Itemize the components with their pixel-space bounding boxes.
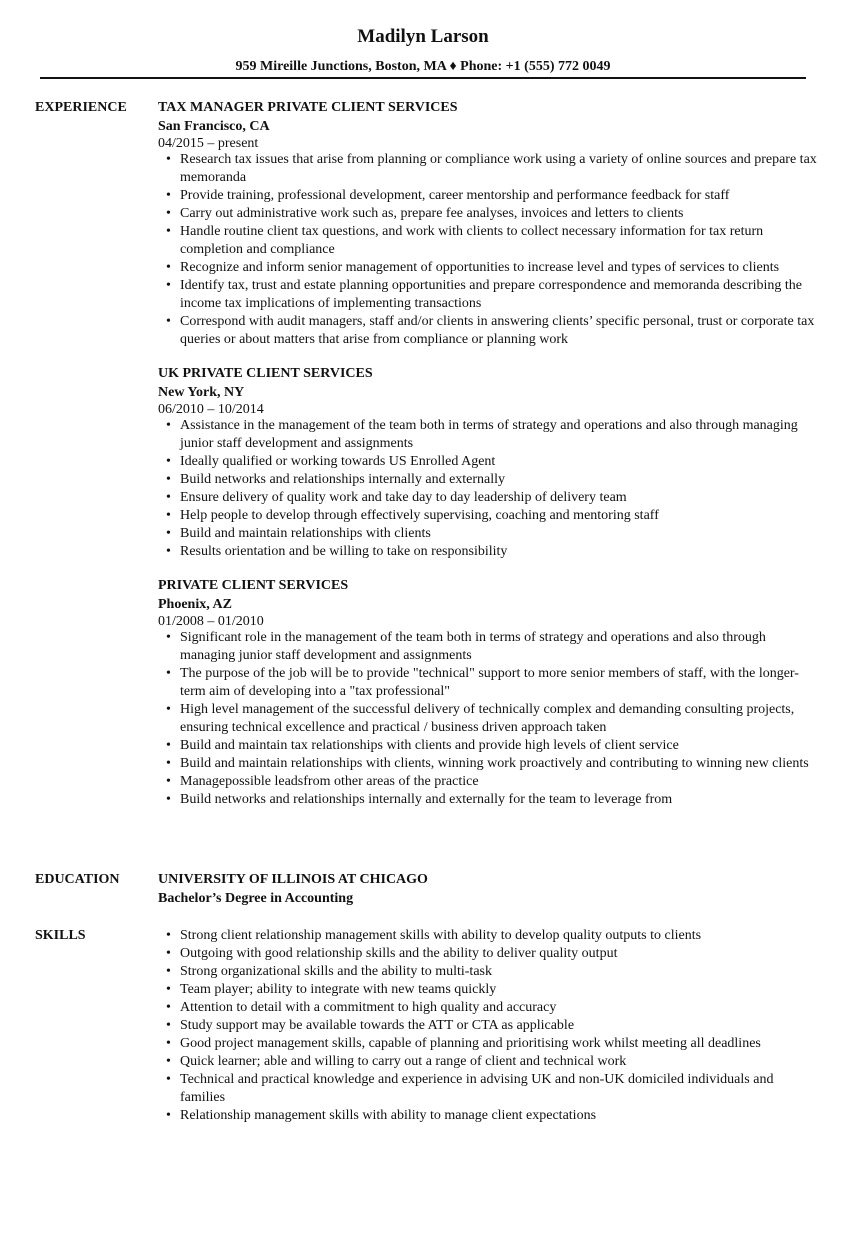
header-divider <box>40 77 806 79</box>
bullet-item: • Ensure delivery of quality work and take day to day leadership of delivery team <box>180 489 818 507</box>
degree-name: Bachelor’s Degree in Accounting <box>158 891 354 906</box>
skill-item: • Relationship management skills with ability to manage client expectations <box>180 1107 818 1125</box>
candidate-name: Madilyn Larson <box>357 26 489 47</box>
bullet-item: • Build and maintain relationships with clients, winning work proactively and contributing to winning new clients <box>180 755 818 773</box>
skill-item: • Strong organizational skills and the ability to multi-task <box>180 963 818 981</box>
skill-item: • Team player; ability to integrate with new teams quickly <box>180 981 818 999</box>
bullet-item: • Provide training, professional development, career mentorship and performance feedback for staff <box>180 187 818 205</box>
job-dates: 01/2008 – 01/2010 <box>158 614 264 629</box>
experience-body <box>158 99 818 823</box>
bullet-item: • Help people to develop through effectively supervising, coaching and mentoring staff <box>180 507 818 525</box>
skills-body <box>158 927 818 1125</box>
education-label: EDUCATION <box>35 872 120 887</box>
skills-bullets <box>158 927 818 1125</box>
bullet-item: • Build networks and relationships internally and externally for the team to leverage from <box>180 791 818 809</box>
bullet-item: • Handle routine client tax questions, and work with clients to collect necessary information for tax return completion and compliance <box>180 223 818 259</box>
job-bullets <box>158 629 818 809</box>
bullet-item: • Assistance in the management of the team both in terms of strategy and operations and also through managing junior staff development and assignments <box>180 417 818 453</box>
bullet-item: • Correspond with audit managers, staff and/or clients in answering clients’ specific personal, trust or corporate tax queries or about matters that arise from compliance or planning work <box>180 313 818 349</box>
job-location: Phoenix, AZ <box>158 597 232 612</box>
bullet-item: • High level management of the successful delivery of technically complex and demanding consulting projects, ensuring technical excellence and practical / business driven approach taken <box>180 701 818 737</box>
bullet-item: • Managepossible leadsfrom other areas of the practice <box>180 773 818 791</box>
experience-label: EXPERIENCE <box>35 100 127 115</box>
bullet-item: • Build and maintain tax relationships with clients and provide high levels of client service <box>180 737 818 755</box>
school-name: UNIVERSITY OF ILLINOIS AT CHICAGO <box>158 872 428 887</box>
job-1 <box>158 99 818 349</box>
skill-item: • Good project management skills, capable of planning and prioritising work whilst meeting all deadlines <box>180 1035 818 1053</box>
skills-label: SKILLS <box>35 928 86 943</box>
skill-item: • Strong client relationship management skills with ability to develop quality outputs to clients <box>180 927 818 945</box>
job-2 <box>158 365 818 561</box>
job-dates: 06/2010 – 10/2014 <box>158 402 264 417</box>
education-body <box>158 871 818 908</box>
job-title: UK PRIVATE CLIENT SERVICES <box>158 366 373 381</box>
skill-item: • Technical and practical knowledge and experience in advising UK and non-UK domiciled individuals and families <box>180 1071 818 1107</box>
skill-item: • Attention to detail with a commitment to high quality and accuracy <box>180 999 818 1017</box>
bullet-item: • Results orientation and be willing to take on responsibility <box>180 543 818 561</box>
bullet-item: • The purpose of the job will be to provide "technical" support to more senior members of staff, with the longer-term aim of developing into a "tax professional" <box>180 665 818 701</box>
skill-item: • Study support may be available towards the ATT or CTA as applicable <box>180 1017 818 1035</box>
job-3 <box>158 577 818 809</box>
bullet-item: • Build networks and relationships internally and externally <box>180 471 818 489</box>
bullet-item: • Ideally qualified or working towards US Enrolled Agent <box>180 453 818 471</box>
bullet-item: • Significant role in the management of the team both in terms of strategy and operations and also through managing junior staff development and assignments <box>180 629 818 665</box>
job-bullets <box>158 151 818 349</box>
job-bullets <box>158 417 818 561</box>
bullet-item: • Carry out administrative work such as, prepare fee analyses, invoices and letters to clients <box>180 205 818 223</box>
job-location: New York, NY <box>158 385 245 400</box>
job-location: San Francisco, CA <box>158 119 270 134</box>
bullet-item: • Recognize and inform senior management of opportunities to increase level and types of services to clients <box>180 259 818 277</box>
bullet-item: • Identify tax, trust and estate planning opportunities and prepare correspondence and memoranda describing the income tax implications of implementing transactions <box>180 277 818 313</box>
job-title: TAX MANAGER PRIVATE CLIENT SERVICES <box>158 100 458 115</box>
job-title: PRIVATE CLIENT SERVICES <box>158 578 349 593</box>
bullet-item: • Research tax issues that arise from planning or compliance work using a variety of online sources and prepare tax memoranda <box>180 151 818 187</box>
skill-item: • Outgoing with good relationship skills and the ability to deliver quality output <box>180 945 818 963</box>
skill-item: • Quick learner; able and willing to carry out a range of client and technical work <box>180 1053 818 1071</box>
bullet-item: • Build and maintain relationships with clients <box>180 525 818 543</box>
contact-line: 959 Mireille Junctions, Boston, MA ♦ Phone: +1 (555) 772 0049 <box>235 59 611 74</box>
job-dates: 04/2015 – present <box>158 136 259 151</box>
